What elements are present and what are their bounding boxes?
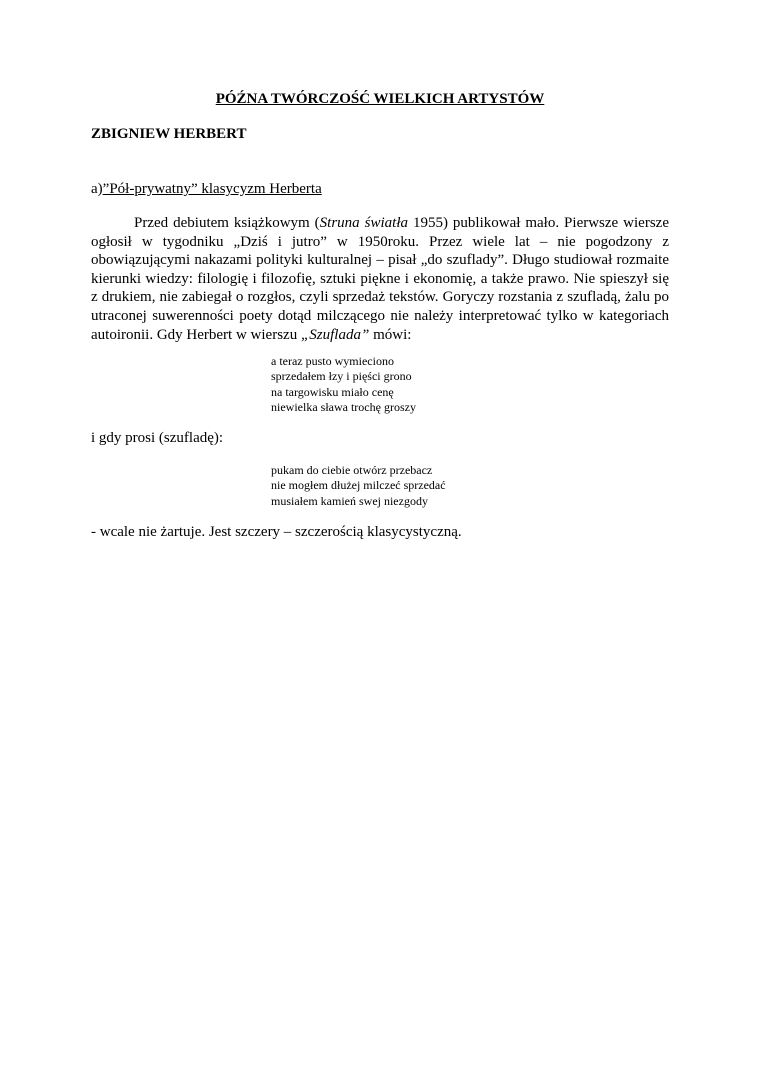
paragraph-part-1: Przed debiutem książkowym ( — [134, 215, 320, 231]
poem-line: niewielka sława trochę groszy — [271, 399, 416, 414]
poem-line: musiałem kamień swej niezgody — [271, 493, 428, 508]
section-title: ”Pół-prywatny” klasycyzm Herberta — [102, 181, 322, 197]
author-heading: ZBIGNIEW HERBERT — [91, 126, 247, 142]
body-paragraph — [91, 214, 669, 344]
paragraph-italic-title-1: Struna światła — [319, 215, 408, 231]
closing-text: - wcale nie żartuje. Jest szczery – szczerością klasycystyczną. — [91, 524, 462, 540]
document-title: PÓŹNA TWÓRCZOŚĆ WIELKICH ARTYSTÓW — [215, 91, 545, 107]
connector-text: i gdy prosi (szufladę): — [91, 430, 224, 446]
section-prefix: a) — [91, 181, 103, 197]
poem-line: nie mogłem dłużej milczeć sprzedać — [271, 478, 446, 493]
poem-line: a teraz pusto wymieciono — [271, 354, 394, 368]
paragraph-part-2: 1955) publikował mało. Pierwsze wiersze ogłosił w tygodniku „Dziś i jutro” w 1950roku. Przez wiele lat – nie pogodzony z obowiązującymi nakazami polityki kulturalnej – pisał „do szuflady”. Długo studiował rozmaite kierunki wiedzy: filologię i filozofię, sztuki piękne i ekonomię, a także prawo. Nie spieszył się z drukiem, nie zabiegał o rozgłos, czyli sprzedaż tekstów. Goryczy rozstania z szufladą, żalu po utraconej suwerenności poety dotąd milczącego nie należy interpretować tylko w kategoriach autoironii. Gdy Herbert w wierszu — [91, 215, 669, 343]
paragraph-italic-title-2: „Szuflada” — [300, 326, 370, 343]
poem-line: sprzedałem łzy i pięści grono — [271, 369, 412, 384]
poem-line: na targowisku miało cenę — [271, 384, 394, 399]
poem-quote-2 — [271, 463, 446, 509]
paragraph-part-3: mówi: — [369, 326, 412, 343]
poem-quote-1 — [271, 354, 416, 415]
section-heading — [91, 181, 322, 198]
poem-line: pukam do ciebie otwórz przebacz — [271, 463, 433, 477]
